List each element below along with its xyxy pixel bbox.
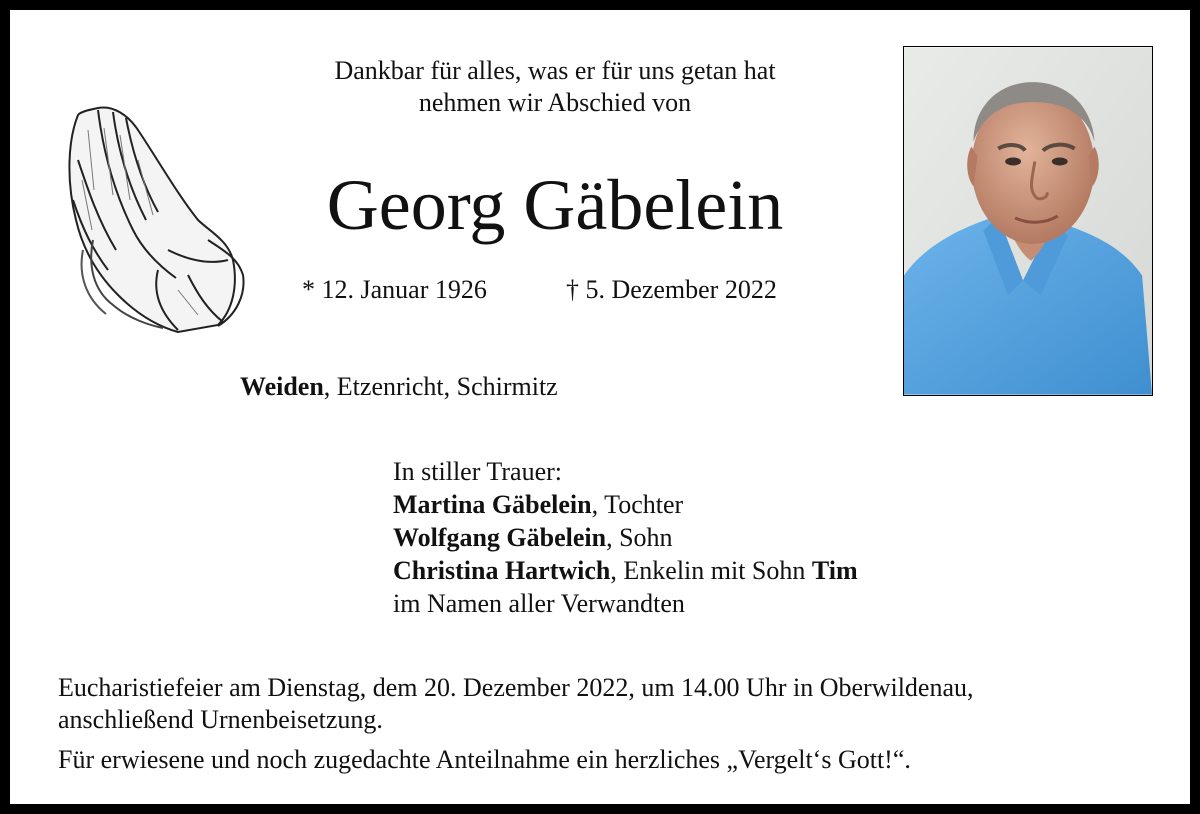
place-rest: , Etzenricht, Schirmitz [323,372,558,401]
birth-date: * 12. Januar 1926 [302,275,487,304]
mourner-name: Wolfgang Gäbelein [393,523,607,552]
service-line-2: anschließend Urnenbeisetzung. [58,705,383,734]
mourner-relation: , Sohn [606,523,673,552]
thanks-line: Für erwiesene und noch zugedachte Anteilnahme ein herzliches „Vergelt‘s Gott!“. [58,745,911,774]
mourner-relation: , Tochter [591,490,684,519]
mourners-block [393,455,858,620]
death-date: † 5. Dezember 2022 [566,275,777,304]
mourner-extra: Tim [811,556,858,585]
service-line-1: Eucharistiefeier am Dienstag, dem 20. Dezember 2022, um 14.00 Uhr in Oberwildenau, [58,673,974,702]
places-line [240,372,558,402]
intro-line-1: Dankbar für alles, was er für uns getan hat [334,56,776,85]
mourner-row [393,488,858,521]
mourner-row [393,554,858,587]
praying-hands-icon [58,100,248,350]
mourners-heading: In stiller Trauer: [393,457,562,486]
mourner-relation: , Enkelin mit Sohn [610,556,812,585]
portrait-photo [903,46,1153,396]
place-main: Weiden [240,372,324,401]
deceased-name: Georg Gäbelein [326,165,784,245]
intro-line-2: nehmen wir Abschied von [418,88,692,117]
mourner-row [393,521,858,554]
mourner-name: Martina Gäbelein [393,490,592,519]
intro-text [270,55,840,119]
service-info [58,672,1168,776]
mourners-closing: im Namen aller Verwandten [393,589,685,618]
mourner-name: Christina Hartwich [393,556,611,585]
service-line [58,672,1168,736]
